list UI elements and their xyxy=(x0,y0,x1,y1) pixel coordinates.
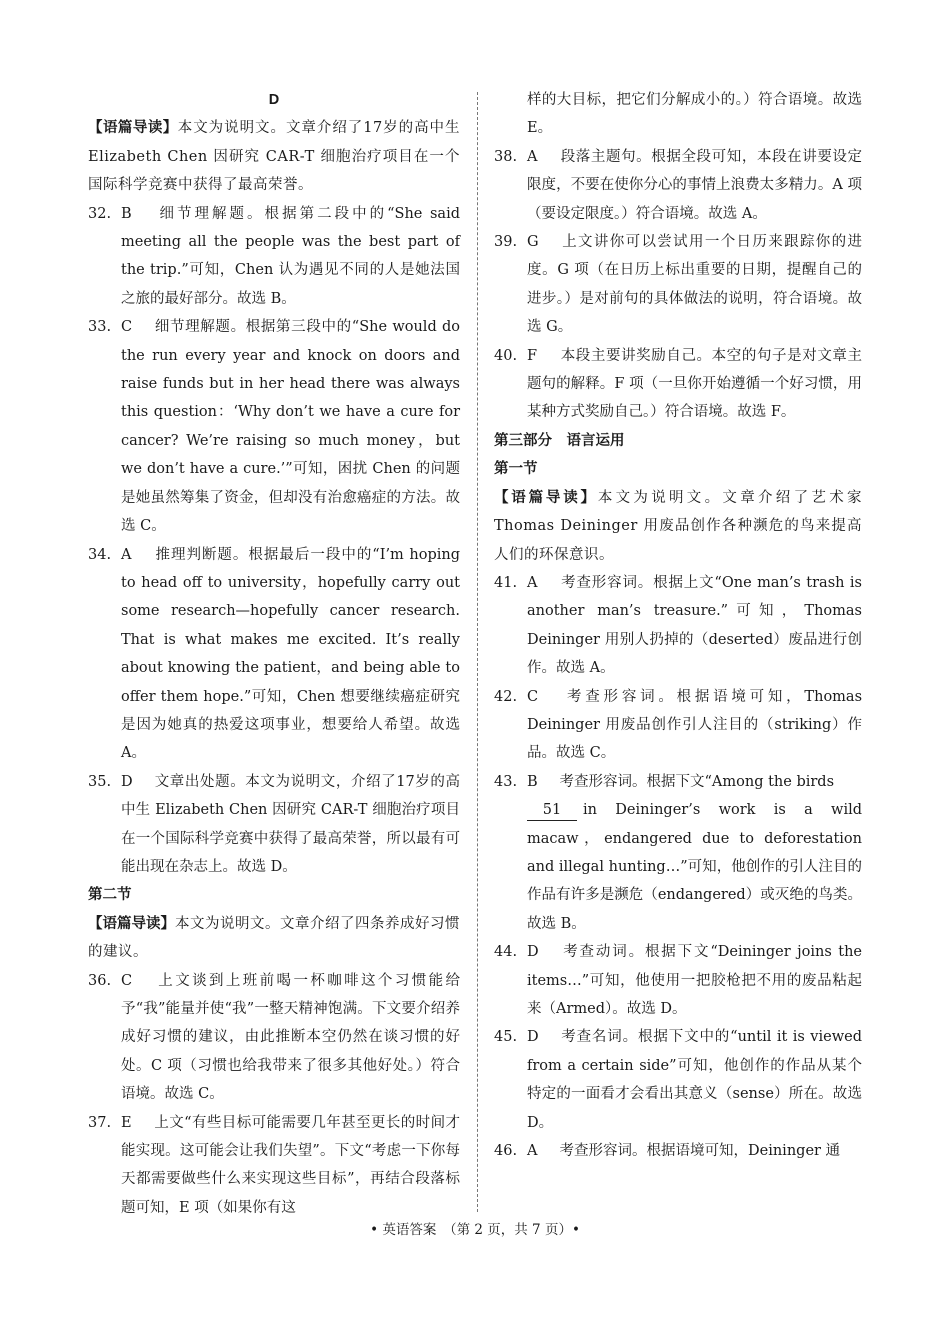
item-answer: F xyxy=(527,347,538,364)
answer-item xyxy=(88,768,460,882)
item-answer: C xyxy=(527,688,539,705)
item-answer: D xyxy=(121,773,133,790)
item-answer: G xyxy=(527,234,539,251)
item-answer: D xyxy=(527,944,539,961)
item-explanation: 段落主题句。根据全段可知，本段在讲要设定限度，不要在使你分心的事情上浪费太多精力。A 项（要设定限度。）符合语境。故选 A。 xyxy=(527,148,863,222)
item-number: 43. xyxy=(494,773,518,790)
column-divider xyxy=(477,92,478,1212)
intro-text: 本文为说明文。文章介绍了四条养成好习惯的建议。 xyxy=(88,915,460,961)
section-title: 第二节 xyxy=(88,887,132,904)
item-number: 41. xyxy=(494,574,518,591)
left-column xyxy=(88,86,460,1222)
item-answer: C xyxy=(121,972,133,989)
answer-item xyxy=(88,200,460,314)
item-explanation: 细节理解题。根据第三段中的“She would do the run every year and knock on doors and raise funds but in her head there was always this question：‘Why don’t we have a cure for cancer? We’re raising so much money，but we don’t have a cure.’”可知，困扰 Chen 的问题是她虽然筹集了资金，但却没有治愈癌症的方法。故选 C。 xyxy=(121,319,460,535)
answer-item xyxy=(494,1137,862,1165)
answer-item xyxy=(88,541,460,768)
item-explanation: 文章出处题。本文为说明文，介绍了17岁的高中生 Elizabeth Chen 因研究 CAR-T 细胞治疗项目在一个国际科学竞赛中获得了最高荣誉，所以最有可能出现在杂志上。故选 D。 xyxy=(121,773,461,875)
item-explanation: 考查形容词。根据语境可知，Deininger 通 xyxy=(559,1143,841,1160)
answer-item xyxy=(494,683,862,768)
passage-intro xyxy=(88,114,460,199)
item-explanation: 本段主要讲奖励自己。本空的句子是对文章主题句的解释。F 项（一旦你开始遵循一个好习惯，用某种方式奖励自己。）符合语境。故选 F。 xyxy=(527,347,863,421)
item-number: 32. xyxy=(88,205,112,222)
intro-text: 本文为说明文。文章介绍了17岁的高中生 Elizabeth Chen 因研究 CAR-T 细胞治疗项目在一个国际科学竞赛中获得了最高荣誉。 xyxy=(88,120,461,194)
answer-item xyxy=(494,569,862,683)
item-answer: B xyxy=(527,773,538,790)
section-title: 第一节 xyxy=(494,461,538,478)
item-explanation: 细节理解题。根据第二段中的“She said meeting all the people was the best part of the trip.”可知，Chen 认为遇见不同的人是她法国之旅的最好部分。故选 B。 xyxy=(121,205,460,307)
item-answer: A xyxy=(527,1143,538,1160)
answer-item xyxy=(88,967,460,1109)
item-answer: C xyxy=(121,319,133,336)
intro-label: 【语篇导读】 xyxy=(88,119,178,137)
item-explanation: 上文谈到上班前喝一杯咖啡这个习惯能给予“我”能量并使“我”一整天精神饱满。下文要介绍养成好习惯的建议，由此推断本空仍然在谈习惯的好处。C 项（习惯也给我带来了很多其他好处。）符合语境。故选 C。 xyxy=(121,972,461,1103)
intro-text: 本文为说明文。文章介绍了艺术家 Thomas Deininger 用废品创作各种濒危的鸟来提高人们的环保意识。 xyxy=(494,489,863,563)
item-number: 34. xyxy=(88,546,112,563)
item-number: 38. xyxy=(494,148,518,165)
item-number: 37. xyxy=(88,1114,112,1131)
item-explanation-cont: in Deininger’s work is a wild macaw，endangered due to deforestation and illegal hunting…”可知，他创作的引人注目的作品有许多是濒危（endangered）或灭绝的鸟类。故选 B。 xyxy=(527,802,862,932)
item-explanation: 考查名词。根据下文中的“until it is viewed from a certain side”可知，他创作的作品从某个特定的一面看才会看出其意义（sense）所在。故选 D。 xyxy=(527,1029,862,1131)
passage-intro xyxy=(494,484,862,569)
answer-item xyxy=(494,143,862,228)
item-number: 44. xyxy=(494,944,518,961)
item-number: 46. xyxy=(494,1143,518,1160)
item-number: 42. xyxy=(494,688,518,705)
answer-item xyxy=(494,342,862,427)
item-number: 35. xyxy=(88,773,112,790)
item-number: 33. xyxy=(88,319,112,336)
answer-item xyxy=(494,1023,862,1137)
item-answer: E xyxy=(121,1114,132,1131)
item-explanation: 上文讲你可以尝试用一个日历来跟踪你的进度。G 项（在日历上标出重要的日期，提醒自己的进步。）是对前句的具体做法的说明，符合语境。故选 G。 xyxy=(527,234,863,336)
blank-number: 51 xyxy=(527,800,577,821)
passage-heading: D xyxy=(268,92,280,108)
intro-label: 【语篇导读】 xyxy=(88,914,175,932)
item-explanation: 上文“有些目标可能需要几年甚至更长的时间才能实现。这可能会让我们失望”。下文“考虑一下你每天都需要做些什么来实现这些目标”，再结合段落标题可知，E 项（如果你有这 xyxy=(121,1114,460,1216)
item-answer: A xyxy=(527,148,538,165)
item-explanation: 推理判断题。根据最后一段中的“I’m hoping to head off to university，hopefully carry out some research—hopefully cancer research. That is what makes me excited. It’s really about knowing the patient，and being able to offer them hope.”可知，Chen 想要继续癌症研究是因为她真的热爱这项事业，想要给人希望。故选 A。 xyxy=(121,546,461,762)
item-explanation: 考查形容词。根据上文“One man’s trash is another man’s treasure.”可知，Thomas Deininger 用别人扔掉的（deserted）废品进行创作。故选 A。 xyxy=(527,574,862,677)
answer-item xyxy=(88,313,460,540)
item-answer: A xyxy=(121,546,132,563)
item-number: 40. xyxy=(494,347,518,364)
part-title: 第三部分 语言运用 xyxy=(494,432,625,449)
answer-item xyxy=(88,1109,460,1223)
passage-intro xyxy=(88,910,460,967)
item-explanation: 考查形容词。根据语境可知，Thomas Deininger 用废品创作引人注目的（striking）作品。故选 C。 xyxy=(527,688,863,762)
item-explanation: 考查形容词。根据下文“Among the birds xyxy=(559,773,835,790)
right-column xyxy=(494,86,862,1165)
item-answer: A xyxy=(527,574,538,591)
item-number: 36. xyxy=(88,972,112,989)
page-footer: • 英语答案 （第 2 页，共 7 页）• xyxy=(370,1222,580,1238)
answer-item xyxy=(494,938,862,1023)
item-continuation: 样的大目标，把它们分解成小的。）符合语境。故选 E。 xyxy=(527,92,862,137)
intro-label: 【语篇导读】 xyxy=(494,488,598,506)
item-number: 45. xyxy=(494,1029,518,1046)
item-answer: D xyxy=(527,1029,539,1046)
item-explanation: 考查动词。根据下文“Deininger joins the items…”可知，他使用一把胶枪把不用的废品粘起来（Armed）。故选 D。 xyxy=(527,944,862,1017)
answer-item xyxy=(494,228,862,342)
item-number: 39. xyxy=(494,234,518,251)
answer-item xyxy=(494,768,862,938)
item-answer: B xyxy=(121,205,132,222)
